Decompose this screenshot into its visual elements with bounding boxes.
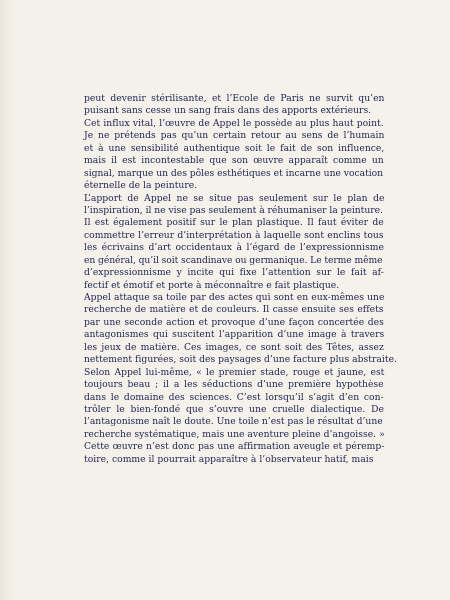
- paragraph: [84, 193, 384, 293]
- text-line: signal, marque un des pôles esthétiques et incarne une vocation: [84, 167, 384, 179]
- text-line: Selon Appel lui-même, « le premier stade, rouge et jaune, est: [84, 366, 385, 378]
- text-line: trôler le bien-fondé que s’ouvre une cruelle dialectique. De: [84, 403, 384, 415]
- text-line: Cet influx vital, l’œuvre de Appel le possède au plus haut point.: [84, 117, 384, 129]
- paragraph: [84, 118, 384, 193]
- text-line: nettement figurées, soit des paysages d’une facture plus abstraite.: [84, 354, 397, 366]
- text-line: Cette œuvre n’est donc pas une affirmation aveugle et péremp-: [84, 441, 385, 453]
- text-line: et à une sensibilité authentique soit le fait de son influence,: [84, 142, 385, 154]
- text-line: par une seconde action et provoque d’une façon concertée des: [84, 316, 384, 328]
- text-line: d’expressionnisme y incite qui fixe l’attention sur le fait af-: [84, 267, 384, 279]
- body-text: [84, 93, 397, 466]
- text-line: fectif et émotif et porte à méconnaître e fait plastique.: [84, 279, 340, 291]
- text-line: mais il est incontestable que son œuvre apparaît comme un: [84, 155, 384, 167]
- paragraph: [84, 441, 384, 466]
- paragraph: [84, 367, 384, 442]
- text-line: commettre l’erreur d’interprétation à laquelle sont enclins tous: [84, 229, 384, 241]
- text-line: les écrivains d’art occidentaux à l’égard de l’expressionnisme: [84, 242, 384, 254]
- text-line: Appel attaque sa toile par des actes qui sont en eux-mêmes une: [84, 292, 385, 303]
- text-line: toujours beau ; il a les séductions d’une première hypothèse: [84, 379, 384, 391]
- text-line: dans le domaine des sciences. C’est lorsqu’il s’agit d’en con-: [84, 391, 384, 403]
- text-line: l’inspiration, il ne vise pas seulement à réhumaniser la peinture.: [84, 204, 383, 216]
- paragraph: [84, 93, 384, 118]
- text-line: l’antagonisme naît le doute. Une toile n’est pas le résultat d’une: [84, 416, 383, 428]
- text-line: éternelle de la peinture.: [84, 180, 198, 192]
- text-line: recherche de matière et de couleurs. Il casse ensuite ses effets: [84, 304, 384, 316]
- text-line: puisant sans cesse un sang frais dans des apports extérieurs.: [84, 105, 372, 117]
- text-line: Je ne prétends pas qu’un certain retour au sens de l’humain: [84, 130, 385, 142]
- text-line: en général, qu’il soit scandinave ou germanique. Le terme même: [84, 254, 383, 266]
- text-line: antagonismes qui suscitent l’apparition d’une image à travers: [84, 329, 385, 341]
- text-line: les jeux de matière. Ces images, ce sont soit des Têtes, assez: [84, 341, 384, 353]
- text-line: Il est également positif sur le plan plastique. Il faut éviter de: [84, 217, 384, 229]
- text-line: L’apport de Appel ne se situe pas seulement sur le plan de: [84, 192, 385, 204]
- text-line: recherche systématique, mais une aventure pleine d’angoisse. »: [84, 428, 385, 440]
- paragraph: [84, 292, 397, 367]
- text-line: peut devenir stérilisante, et l’Ecole de Paris ne survit qu’en: [84, 93, 385, 104]
- text-line: toire, comme il pourrait apparaître à l’observateur hatif, mais: [84, 453, 374, 465]
